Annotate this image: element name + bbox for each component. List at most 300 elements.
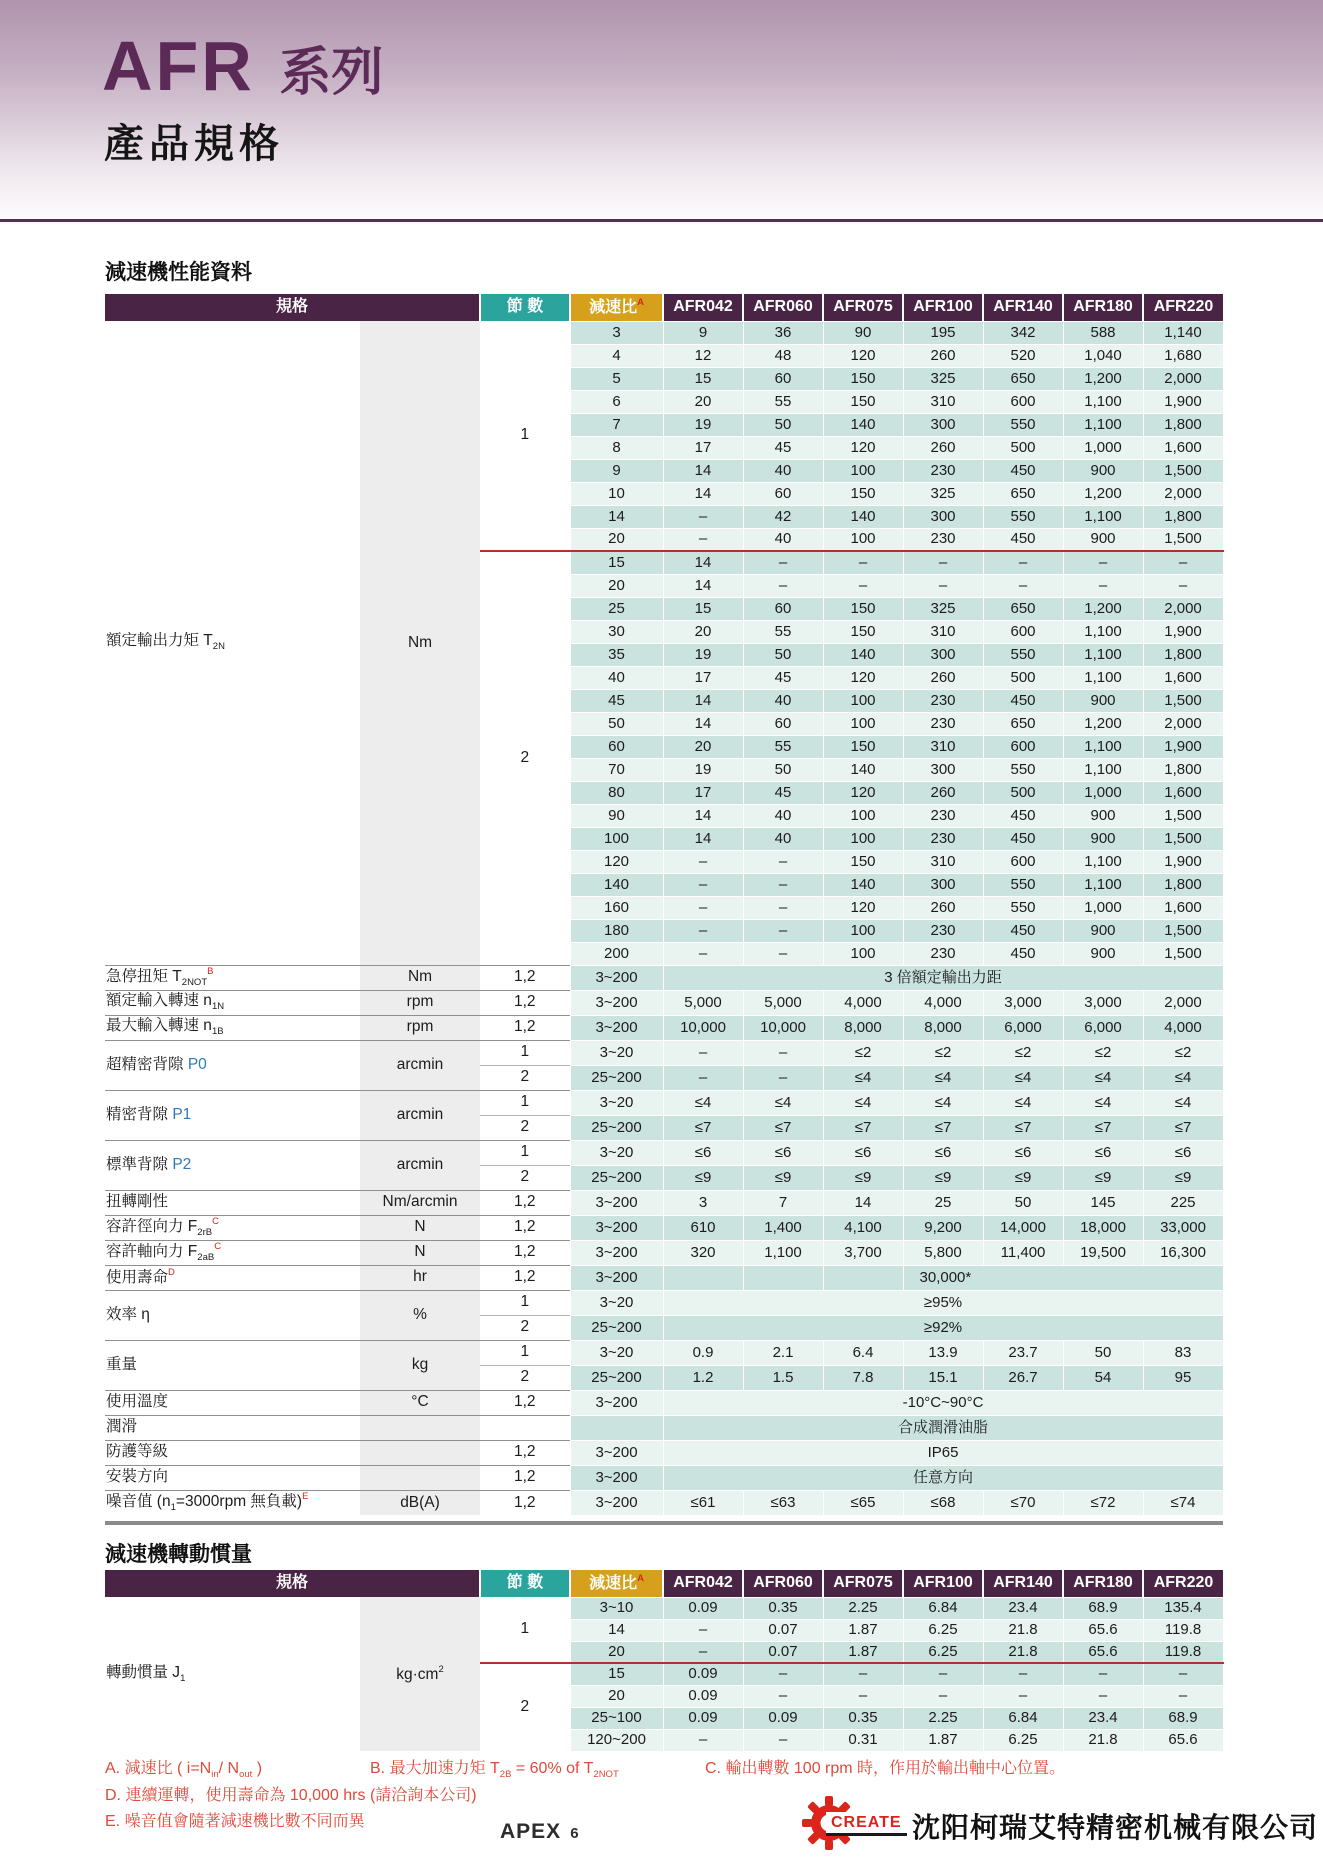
unit-cell <box>360 1290 480 1340</box>
value-cell: 120 <box>823 436 903 459</box>
table-row <box>105 1215 1223 1240</box>
value-cell: 0.07 <box>743 1641 823 1663</box>
value-cell: 14 <box>663 689 743 712</box>
value-cell: 150 <box>823 597 903 620</box>
footnote-c <box>705 1755 1065 1778</box>
value-cell: 2,000 <box>1143 367 1223 390</box>
value-cell: 900 <box>1063 827 1143 850</box>
table-row <box>105 965 1223 990</box>
value-cell: 55 <box>743 390 823 413</box>
unit-cell <box>360 1040 480 1090</box>
value-cell: 3,700 <box>823 1240 903 1265</box>
value-cell: 1,500 <box>1143 804 1223 827</box>
value-cell: 500 <box>983 666 1063 689</box>
text-segment: AFR180 <box>1073 297 1133 315</box>
value-cell: 310 <box>903 390 983 413</box>
unit-cell <box>360 1190 480 1215</box>
unit-cell <box>360 1415 480 1440</box>
value-cell: 60 <box>743 712 823 735</box>
value-cell: 900 <box>1063 804 1143 827</box>
value-cell: 14 <box>663 804 743 827</box>
value-cell: 2,000 <box>1143 990 1223 1015</box>
text-segment: 效率 η <box>106 1305 150 1323</box>
unit-cell <box>360 1215 480 1240</box>
text-segment: 減速比 <box>589 298 638 316</box>
value-cell: 1,900 <box>1143 390 1223 413</box>
text-segment: AFR042 <box>673 297 733 315</box>
value-cell: 21.8 <box>1063 1729 1143 1751</box>
text-segment: AFR075 <box>833 1573 893 1591</box>
value-cell: 8,000 <box>823 1015 903 1040</box>
value-cell: 9 <box>663 321 743 344</box>
value-cell: 40 <box>743 827 823 850</box>
value-cell: ≤70 <box>983 1490 1063 1515</box>
value-cell: – <box>823 1685 903 1707</box>
ratio-cell: 40 <box>570 666 663 689</box>
value-cell: ≤4 <box>1143 1065 1223 1090</box>
value-cell: IP65 <box>663 1440 1223 1465</box>
footnote-marker: E <box>302 1491 309 1503</box>
value-cell: – <box>983 551 1063 574</box>
value-cell: 6.84 <box>903 1597 983 1619</box>
value-cell: 55 <box>743 620 823 643</box>
ratio-cell: 25~200 <box>570 1365 663 1390</box>
column-header-model <box>823 1570 903 1597</box>
value-cell: 150 <box>823 482 903 505</box>
value-cell: 40 <box>743 689 823 712</box>
unit-cell <box>360 1090 480 1140</box>
value-cell: 230 <box>903 689 983 712</box>
value-cell <box>823 1265 903 1290</box>
text-segment: % <box>413 1305 427 1323</box>
value-cell: 45 <box>743 781 823 804</box>
value-cell: 150 <box>823 735 903 758</box>
value-cell: – <box>663 896 743 919</box>
value-cell: ≤7 <box>743 1115 823 1140</box>
value-cell: 30,000* <box>903 1265 1223 1290</box>
value-cell: ≤9 <box>823 1165 903 1190</box>
ratio-cell: 3~200 <box>570 1490 663 1515</box>
value-cell: 11,400 <box>983 1240 1063 1265</box>
value-cell: 450 <box>983 942 1063 965</box>
value-cell: 300 <box>903 505 983 528</box>
table-row <box>105 1390 1223 1415</box>
value-cell: 1,800 <box>1143 873 1223 896</box>
value-cell: 1,500 <box>1143 827 1223 850</box>
value-cell: 23.4 <box>1063 1707 1143 1729</box>
header-row <box>105 294 1223 321</box>
ratio-cell: 8 <box>570 436 663 459</box>
ratio-cell: 70 <box>570 758 663 781</box>
text-segment: 防護等級 <box>106 1443 169 1461</box>
text-segment: 重量 <box>106 1355 138 1373</box>
value-cell: 15 <box>663 367 743 390</box>
value-cell: – <box>1143 574 1223 597</box>
value-cell: – <box>903 1685 983 1707</box>
spec-label <box>105 1440 360 1465</box>
ratio-cell: 5 <box>570 367 663 390</box>
text-segment: ) <box>252 1760 263 1777</box>
value-cell: ≤72 <box>1063 1490 1143 1515</box>
value-cell: 40 <box>743 804 823 827</box>
stage-count-cell: 2 <box>480 1663 570 1751</box>
text-segment: 規格 <box>276 1574 309 1592</box>
value-cell: 50 <box>743 643 823 666</box>
text-segment: 2NOT <box>593 1769 619 1780</box>
value-cell: 1,800 <box>1143 413 1223 436</box>
value-cell: ≤4 <box>663 1090 743 1115</box>
stage-count-cell: 1,2 <box>480 1440 570 1465</box>
value-cell: – <box>1143 1685 1223 1707</box>
value-cell: 550 <box>983 413 1063 436</box>
value-cell: 6,000 <box>983 1015 1063 1040</box>
stage-count-cell: 1,2 <box>480 1240 570 1265</box>
value-cell: 17 <box>663 436 743 459</box>
text-segment: AFR220 <box>1153 1573 1214 1591</box>
value-cell: – <box>903 551 983 574</box>
value-cell: ≥95% <box>663 1290 1223 1315</box>
text-segment: 1 <box>170 1502 176 1514</box>
value-cell: 1,800 <box>1143 758 1223 781</box>
ratio-cell: 25~200 <box>570 1115 663 1140</box>
value-cell: 1,100 <box>1063 850 1143 873</box>
text-segment: 2NOT <box>181 977 208 989</box>
value-cell: 195 <box>903 321 983 344</box>
value-cell: 23.7 <box>983 1340 1063 1365</box>
text-segment: C. 輸出轉數 100 rpm 時，作用於輸出軸中心位置。 <box>705 1760 1066 1777</box>
value-cell: 1.87 <box>823 1619 903 1641</box>
stage-count-cell: 1,2 <box>480 1215 570 1240</box>
text-segment: 超精密背隙 <box>106 1055 188 1073</box>
value-cell: 1,900 <box>1143 620 1223 643</box>
footnote-marker: C <box>214 1241 222 1253</box>
value-cell: 54 <box>1063 1365 1143 1390</box>
column-header-model <box>983 294 1063 321</box>
value-cell: 1,100 <box>1063 390 1143 413</box>
value-cell: 150 <box>823 850 903 873</box>
value-cell: ≤7 <box>1143 1115 1223 1140</box>
text-segment: P1 <box>172 1105 192 1123</box>
value-cell: 1,800 <box>1143 505 1223 528</box>
text-segment: 節 數 <box>506 298 544 316</box>
value-cell: 100 <box>823 459 903 482</box>
ratio-cell: 9 <box>570 459 663 482</box>
value-cell: 1,900 <box>1143 850 1223 873</box>
value-cell: 550 <box>983 643 1063 666</box>
value-cell: 90 <box>823 321 903 344</box>
value-cell: – <box>743 1685 823 1707</box>
column-header-model <box>1063 294 1143 321</box>
logo-wordmark: CREATE <box>826 1812 907 1836</box>
value-cell: ≤6 <box>663 1140 743 1165</box>
value-cell: 60 <box>743 367 823 390</box>
stage-count-cell: 1,2 <box>480 965 570 990</box>
value-cell: 3,000 <box>1063 990 1143 1015</box>
value-cell: 120 <box>823 666 903 689</box>
ratio-cell: 14 <box>570 505 663 528</box>
value-cell: 0.09 <box>663 1597 743 1619</box>
value-cell: 230 <box>903 919 983 942</box>
value-cell: 500 <box>983 436 1063 459</box>
ratio-cell: 120 <box>570 850 663 873</box>
spec-label <box>105 990 360 1015</box>
value-cell: 68.9 <box>1143 1707 1223 1729</box>
footnote-marker: 2 <box>438 1663 444 1675</box>
value-cell: 55 <box>743 735 823 758</box>
value-cell <box>743 1265 823 1290</box>
value-cell: 1,100 <box>1063 666 1143 689</box>
column-header-model <box>663 294 743 321</box>
ratio-cell: 140 <box>570 873 663 896</box>
value-cell: 65.6 <box>1063 1641 1143 1663</box>
value-cell: 19 <box>663 643 743 666</box>
value-cell: – <box>743 574 823 597</box>
brand-name: APEX <box>500 1820 562 1843</box>
value-cell: ≤4 <box>983 1065 1063 1090</box>
ratio-cell: 20 <box>570 1641 663 1663</box>
value-cell: 260 <box>903 436 983 459</box>
value-cell: ≤4 <box>1063 1090 1143 1115</box>
column-header-model <box>743 1570 823 1597</box>
ratio-cell: 3~200 <box>570 1190 663 1215</box>
ratio-cell: 25~200 <box>570 1065 663 1090</box>
value-cell: 450 <box>983 459 1063 482</box>
group-label <box>105 1597 360 1751</box>
value-cell: 100 <box>823 804 903 827</box>
column-header-ratio <box>570 294 663 321</box>
unit-cell <box>360 1390 480 1415</box>
spec-label <box>105 1415 360 1440</box>
value-cell: 450 <box>983 919 1063 942</box>
footnote-marker: D <box>168 1267 175 1279</box>
ratio-cell: 180 <box>570 919 663 942</box>
value-cell: – <box>743 1663 823 1685</box>
value-cell: ≤6 <box>743 1140 823 1165</box>
text-segment: A. 減速比 ( i=N <box>105 1760 212 1777</box>
value-cell: ≤7 <box>663 1115 743 1140</box>
text-segment: AFR140 <box>993 297 1053 315</box>
performance-table <box>105 294 1224 1516</box>
text-segment: dB(A) <box>400 1493 440 1511</box>
table-row <box>105 1290 1223 1315</box>
value-cell: 100 <box>823 689 903 712</box>
value-cell: 150 <box>823 367 903 390</box>
table-row <box>105 990 1223 1015</box>
value-cell: 9,200 <box>903 1215 983 1240</box>
stage-count-cell: 1 <box>480 1597 570 1663</box>
value-cell: – <box>663 942 743 965</box>
value-cell: ≥92% <box>663 1315 1223 1340</box>
text-segment: 1N <box>211 1001 225 1013</box>
text-segment: 轉動慣量 J <box>106 1663 181 1681</box>
value-cell: 140 <box>823 643 903 666</box>
text-segment: 1B <box>211 1026 224 1038</box>
text-segment: out <box>239 1769 253 1780</box>
value-cell: 450 <box>983 804 1063 827</box>
value-cell: 1.87 <box>903 1729 983 1751</box>
text-segment: Nm <box>407 968 433 986</box>
ratio-cell: 3~20 <box>570 1140 663 1165</box>
value-cell: 3 <box>663 1190 743 1215</box>
value-cell: 1,500 <box>1143 459 1223 482</box>
spec-label <box>105 1215 360 1240</box>
value-cell: 2,000 <box>1143 712 1223 735</box>
value-cell: 48 <box>743 344 823 367</box>
value-cell: 550 <box>983 873 1063 896</box>
ratio-cell: 25 <box>570 597 663 620</box>
value-cell: 3,000 <box>983 990 1063 1015</box>
unit-cell <box>360 1490 480 1515</box>
stage-count-cell: 1 <box>480 1140 570 1165</box>
spec-label <box>105 1090 360 1140</box>
value-cell: 119.8 <box>1143 1619 1223 1641</box>
text-segment: 潤滑 <box>106 1418 138 1436</box>
value-cell: 33,000 <box>1143 1215 1223 1240</box>
value-cell: 1,500 <box>1143 528 1223 551</box>
value-cell: 4,100 <box>823 1215 903 1240</box>
value-cell: 68.9 <box>1063 1597 1143 1619</box>
value-cell: 520 <box>983 344 1063 367</box>
value-cell: 230 <box>903 827 983 850</box>
spec-label <box>105 1240 360 1265</box>
value-cell: -10°C~90°C <box>663 1390 1223 1415</box>
value-cell: 120 <box>823 344 903 367</box>
value-cell: 550 <box>983 505 1063 528</box>
value-cell: 4,000 <box>823 990 903 1015</box>
table-row <box>105 1240 1223 1265</box>
value-cell: 1,100 <box>1063 643 1143 666</box>
company-name: 沈阳柯瑞艾特精密机械有限公司 <box>912 1812 1319 1843</box>
value-cell: 588 <box>1063 321 1143 344</box>
value-cell: 135.4 <box>1143 1597 1223 1619</box>
value-cell: 260 <box>903 781 983 804</box>
value-cell: 40 <box>743 528 823 551</box>
value-cell: – <box>663 1619 743 1641</box>
value-cell: – <box>663 850 743 873</box>
text-segment: Nm/arcmin <box>382 1193 458 1211</box>
value-cell: 10,000 <box>663 1015 743 1040</box>
value-cell: 600 <box>983 390 1063 413</box>
series-suffix: 系列 <box>264 44 384 102</box>
value-cell: 450 <box>983 528 1063 551</box>
value-cell: 120 <box>823 781 903 804</box>
value-cell: 6,000 <box>1063 1015 1143 1040</box>
value-cell: 50 <box>1063 1340 1143 1365</box>
value-cell: ≤9 <box>983 1165 1063 1190</box>
page-subtitle: 產品規格 <box>104 122 284 166</box>
value-cell: 600 <box>983 620 1063 643</box>
ratio-cell: 25~200 <box>570 1165 663 1190</box>
value-cell: ≤7 <box>823 1115 903 1140</box>
value-cell: 1,200 <box>1063 712 1143 735</box>
value-cell: 1,100 <box>1063 413 1143 436</box>
ratio-cell: 14 <box>570 1619 663 1641</box>
column-header-model <box>903 294 983 321</box>
ratio-cell: 3~20 <box>570 1090 663 1115</box>
table-row <box>105 1415 1223 1440</box>
text-segment: 減速比 <box>589 1574 638 1592</box>
performance-section-title: 減速機性能資料 <box>105 261 252 284</box>
table-row <box>105 1265 1223 1290</box>
text-segment: AFR042 <box>673 1573 733 1591</box>
value-cell: – <box>743 942 823 965</box>
value-cell: 23.4 <box>983 1597 1063 1619</box>
text-segment: 噪音值 (n <box>106 1493 171 1511</box>
value-cell: 21.8 <box>983 1641 1063 1663</box>
value-cell: 230 <box>903 804 983 827</box>
value-cell: 6.25 <box>983 1729 1063 1751</box>
stage-count-cell: 1 <box>480 1040 570 1065</box>
value-cell: 40 <box>743 459 823 482</box>
value-cell: 300 <box>903 643 983 666</box>
value-cell: 1,100 <box>1063 873 1143 896</box>
text-segment: arcmin <box>396 1055 444 1073</box>
page-header-banner <box>0 0 1323 222</box>
text-segment: P0 <box>187 1055 207 1073</box>
value-cell: 60 <box>743 597 823 620</box>
ratio-cell: 3~20 <box>570 1290 663 1315</box>
table-row <box>105 1465 1223 1490</box>
value-cell: – <box>743 896 823 919</box>
value-cell: 900 <box>1063 689 1143 712</box>
value-cell: 1,100 <box>1063 505 1143 528</box>
value-cell: 500 <box>983 781 1063 804</box>
value-cell: 310 <box>903 620 983 643</box>
text-segment: 額定輸入轉速 n <box>106 992 212 1010</box>
value-cell: – <box>743 850 823 873</box>
value-cell: 1,140 <box>1143 321 1223 344</box>
column-header-model <box>823 294 903 321</box>
value-cell: – <box>983 1685 1063 1707</box>
ratio-cell: 6 <box>570 390 663 413</box>
value-cell: ≤9 <box>1143 1165 1223 1190</box>
text-segment: 容許徑向力 F <box>106 1218 198 1236</box>
text-segment: / N <box>218 1760 240 1777</box>
value-cell: ≤6 <box>823 1140 903 1165</box>
ratio-cell: 20 <box>570 528 663 551</box>
ratio-cell: 3~200 <box>570 990 663 1015</box>
value-cell: 14 <box>663 459 743 482</box>
column-header-model <box>663 1570 743 1597</box>
ratio-cell: 3~20 <box>570 1040 663 1065</box>
value-cell: ≤6 <box>983 1140 1063 1165</box>
value-cell: – <box>663 1065 743 1090</box>
text-segment: = 60% of T <box>511 1760 594 1777</box>
ratio-cell: 100 <box>570 827 663 850</box>
value-cell: 1,000 <box>1063 436 1143 459</box>
ratio-cell: 3~200 <box>570 1240 663 1265</box>
value-cell: ≤6 <box>1063 1140 1143 1165</box>
stage-count-cell: 1 <box>480 1340 570 1365</box>
value-cell: ≤7 <box>983 1115 1063 1140</box>
text-segment: N <box>414 1243 426 1261</box>
value-cell: ≤4 <box>1143 1090 1223 1115</box>
ratio-cell: 200 <box>570 942 663 965</box>
value-cell: 1,200 <box>1063 482 1143 505</box>
ratio-cell: 3~200 <box>570 1465 663 1490</box>
value-cell: 610 <box>663 1215 743 1240</box>
value-cell: ≤2 <box>1143 1040 1223 1065</box>
ratio-cell: 7 <box>570 413 663 436</box>
text-segment: rpm <box>406 993 434 1011</box>
table-bottom-rule <box>105 1521 1223 1525</box>
value-cell: 0.09 <box>663 1663 743 1685</box>
value-cell: 20 <box>663 735 743 758</box>
value-cell: 140 <box>823 505 903 528</box>
stage-count-cell: 2 <box>480 1315 570 1340</box>
column-header-spec <box>105 294 480 321</box>
value-cell: 650 <box>983 367 1063 390</box>
